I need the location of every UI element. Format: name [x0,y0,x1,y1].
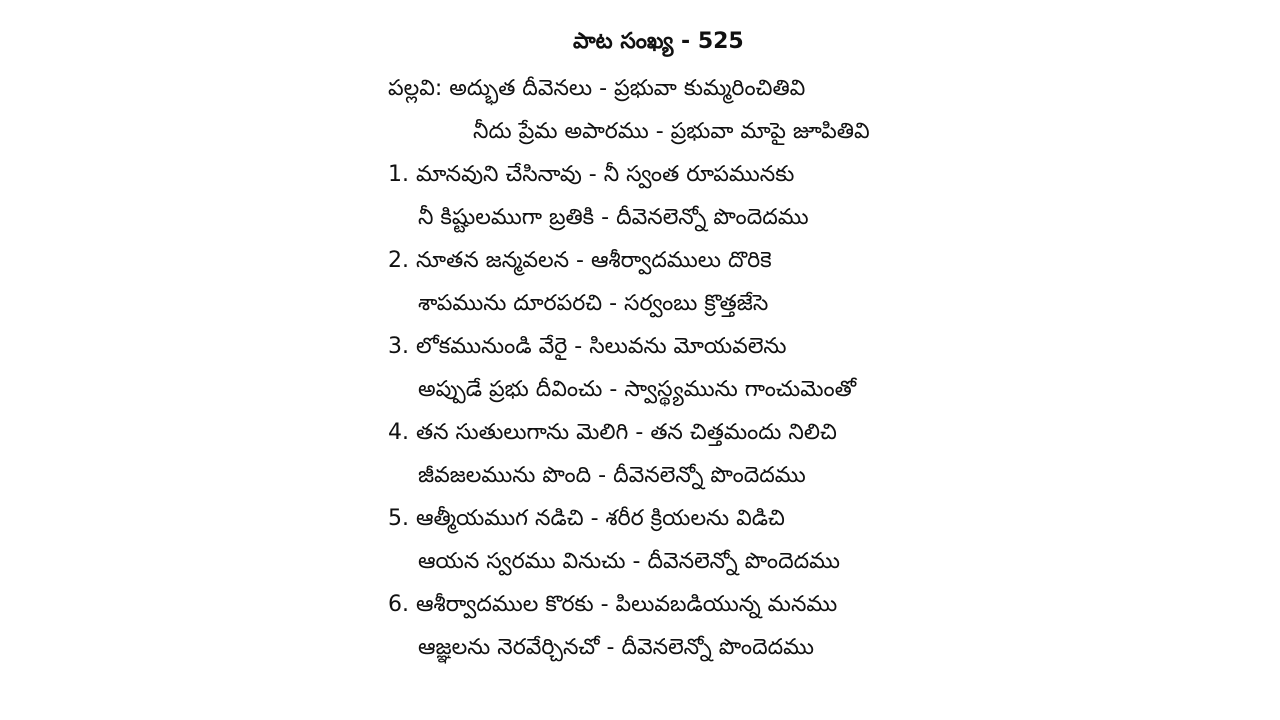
stanza-2-line-2: శాపమును దూరపరచి - సర్వంబు క్రొత్తజేసె [418,291,769,316]
stanza-4-line-1: 4. తన సుతులుగాను మెలిగి - తన చిత్తమందు నిలిచి [388,420,837,445]
stanza-5-line-1: 5. ఆత్మీయముగ నడిచి - శరీర క్రియలను విడిచి [388,506,785,531]
stanza-6-line-2: ఆజ్ఞలను నెరవేర్చినచో - దీవెనలెన్నో పొందెదము [418,635,815,660]
song-title: పాట సంఖ్య - 525 [573,29,744,54]
stanza-5-line-2: ఆయన స్వరము వినుచు - దీవెనలెన్నో పొందెదము [418,549,841,574]
stanza-1-line-1: 1. మానవుని చేసినావు - నీ స్వంత రూపమునకు [388,162,795,187]
stanza-1-line-2: నీ కిష్టులముగా బ్రతికి - దీవెనలెన్నో పొందెదము [418,205,809,230]
stanza-2-line-1: 2. నూతన జన్మవలన - ఆశీర్వాదములు దొరికె [388,248,772,273]
pallavi-line-2: నీదు ప్రేమ అపారము - ప్రభువా మాపై జూపితివి [473,119,870,144]
pallavi-line-1: పల్లవి: అద్భుత దీవెనలు - ప్రభువా కుమ్మరించితివి [388,76,806,101]
stanza-3-line-1: 3. లోకమునుండి వేరై - సిలువను మోయవలెను [388,334,787,359]
stanza-3-line-2: అప్పుడే ప్రభు దీవించు - స్వాస్థ్యమును గాంచుమెంతో [418,377,857,402]
stanza-4-line-2: జీవజలమును పొంది - దీవెనలెన్నో పొందెదము [418,463,806,488]
stanza-6-line-1: 6. ఆశీర్వాదముల కొరకు - పిలువబడియున్న మనము [388,592,838,617]
